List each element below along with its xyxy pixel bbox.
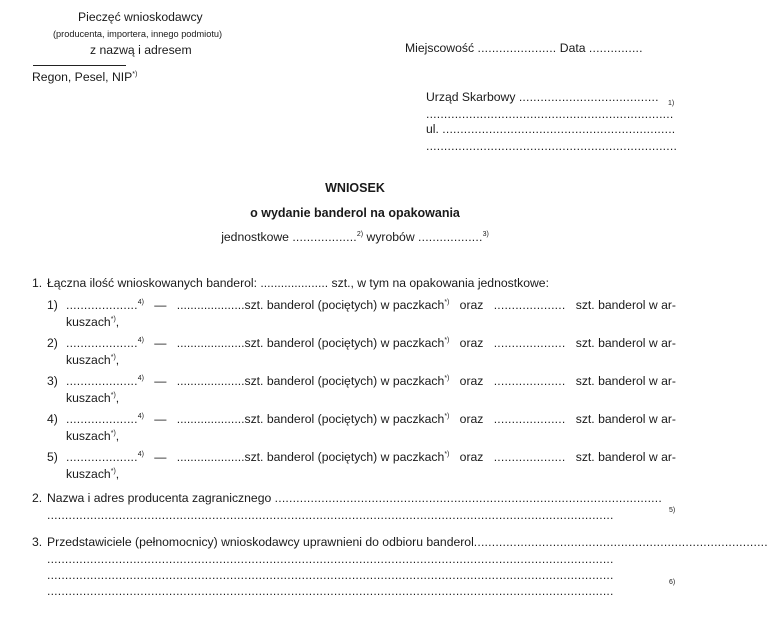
footnote-ref-6: 6): [669, 579, 676, 586]
item-number: 2): [47, 336, 58, 350]
packs-field[interactable]: ....................szt. banderol (pociętych) w paczkach: [176, 374, 445, 388]
section-1-text: Łączna ilość wnioskowanych banderol: .................... szt., w tym na opakowania jednostkowe:: [47, 276, 549, 290]
street-field-2[interactable]: ......................................................................: [426, 139, 678, 153]
item-code-field[interactable]: ....................: [66, 450, 138, 464]
dash: —: [154, 374, 167, 388]
dash: —: [154, 298, 167, 312]
dash: —: [154, 450, 167, 464]
item-row: ....................$^{4)}$ — ....................szt. banderol (pociętych) w paczkach*) oraz .................... szt. banderol w ar-: [66, 336, 676, 350]
item-continuation: kuszach*),: [66, 391, 120, 405]
item-row: ....................$^{4)}$ — ....................szt. banderol (pociętych) w paczkach*) oraz .................... szt. banderol w ar-: [66, 450, 676, 464]
item-code-field[interactable]: ....................: [66, 336, 138, 350]
packs-field[interactable]: ....................szt. banderol (pociętych) w paczkach: [176, 412, 445, 426]
section-2-line: [47, 491, 662, 505]
section-1-number: 1.: [32, 276, 43, 290]
regon-label: Regon, Pesel, NIP*): [32, 70, 138, 84]
stamp-sublabel: (producenta, importera, innego podmiotu): [53, 29, 223, 39]
representatives-field-4[interactable]: ..............................................................................................................................................................: [47, 584, 614, 598]
item-row: ....................$^{4)}$ — ....................szt. banderol (pociętych) w paczkach*) oraz .................... szt. banderol w ar-: [66, 298, 676, 312]
street-line: [426, 122, 675, 136]
representatives-field-2[interactable]: ..............................................................................................................................................................: [47, 552, 614, 566]
item-code-field[interactable]: ....................: [66, 412, 138, 426]
representatives-field-3[interactable]: ..............................................................................................................................................................: [47, 568, 614, 582]
section-3-label: Przedstawiciele (pełnomocnicy) wnioskodawcy uprawnieni do odbioru banderol: [47, 535, 474, 549]
item-code-field[interactable]: ....................: [66, 298, 138, 312]
stamp-label: Pieczęć wnioskodawcy: [78, 10, 203, 24]
item-code-field[interactable]: ....................: [66, 374, 138, 388]
tax-office-field[interactable]: .......................................: [518, 90, 659, 104]
producer-field-2[interactable]: ..............................................................................................................................................................: [47, 508, 614, 522]
tax-office-label: Urząd Skarbowy: [426, 90, 516, 104]
section-3-number: 3.: [32, 535, 43, 549]
page-subtitle-2: jednostkowe ..................$^{2)}$ wyrobów ..................$^{3)}$: [221, 230, 489, 244]
street-field[interactable]: .................................................................: [442, 122, 676, 136]
sheets-field[interactable]: ....................: [493, 298, 566, 312]
footnote-ref-5: 5): [669, 507, 676, 514]
date-field[interactable]: ...............: [588, 41, 643, 55]
item-continuation: kuszach*),: [66, 315, 120, 329]
packs-field[interactable]: ....................szt. banderol (pociętych) w paczkach: [176, 450, 445, 464]
page-subtitle: o wydanie banderol na opakowania: [250, 206, 460, 220]
item-continuation: kuszach*),: [66, 429, 120, 443]
unit-field[interactable]: ..................: [292, 230, 357, 244]
sheets-field[interactable]: ....................: [493, 374, 566, 388]
place-label: Miejscowość: [405, 41, 475, 55]
producer-field[interactable]: ............................................................................................................: [274, 491, 662, 505]
dash: —: [154, 336, 167, 350]
tax-office-field-2[interactable]: .....................................................................: [426, 107, 674, 121]
sheets-field[interactable]: ....................: [493, 412, 566, 426]
products-field[interactable]: ..................: [418, 230, 483, 244]
dash: —: [154, 412, 167, 426]
item-number: 3): [47, 374, 58, 388]
item-number: 4): [47, 412, 58, 426]
stamp-address-label: z nazwą i adresem: [90, 43, 192, 57]
section-3-line: [47, 535, 768, 549]
page-title: WNIOSEK: [325, 181, 385, 195]
sheets-field[interactable]: ....................: [493, 450, 566, 464]
item-row: ....................$^{4)}$ — ....................szt. banderol (pociętych) w paczkach*) oraz .................... szt. banderol w ar-: [66, 374, 676, 388]
item-number: 1): [47, 298, 58, 312]
regon-underline: [33, 65, 126, 66]
item-number: 5): [47, 450, 58, 464]
tax-office-line: [426, 90, 659, 104]
item-row: ....................$^{4)}$ — ....................szt. banderol (pociętych) w paczkach*) oraz .................... szt. banderol w ar-: [66, 412, 676, 426]
date-label: Data: [559, 41, 586, 55]
packs-field[interactable]: ....................szt. banderol (pociętych) w paczkach: [176, 336, 445, 350]
place-date-line: [405, 41, 643, 55]
item-continuation: kuszach*),: [66, 353, 120, 367]
section-2-number: 2.: [32, 491, 43, 505]
packs-field[interactable]: ....................szt. banderol (pociętych) w paczkach: [176, 298, 445, 312]
representatives-field[interactable]: ..................................................................................: [473, 535, 768, 549]
sheets-field[interactable]: ....................: [493, 336, 566, 350]
place-field[interactable]: ......................: [477, 41, 557, 55]
section-2-label: Nazwa i adres producenta zagranicznego: [47, 491, 272, 505]
item-continuation: kuszach*),: [66, 467, 120, 481]
street-label: ul.: [426, 122, 439, 136]
